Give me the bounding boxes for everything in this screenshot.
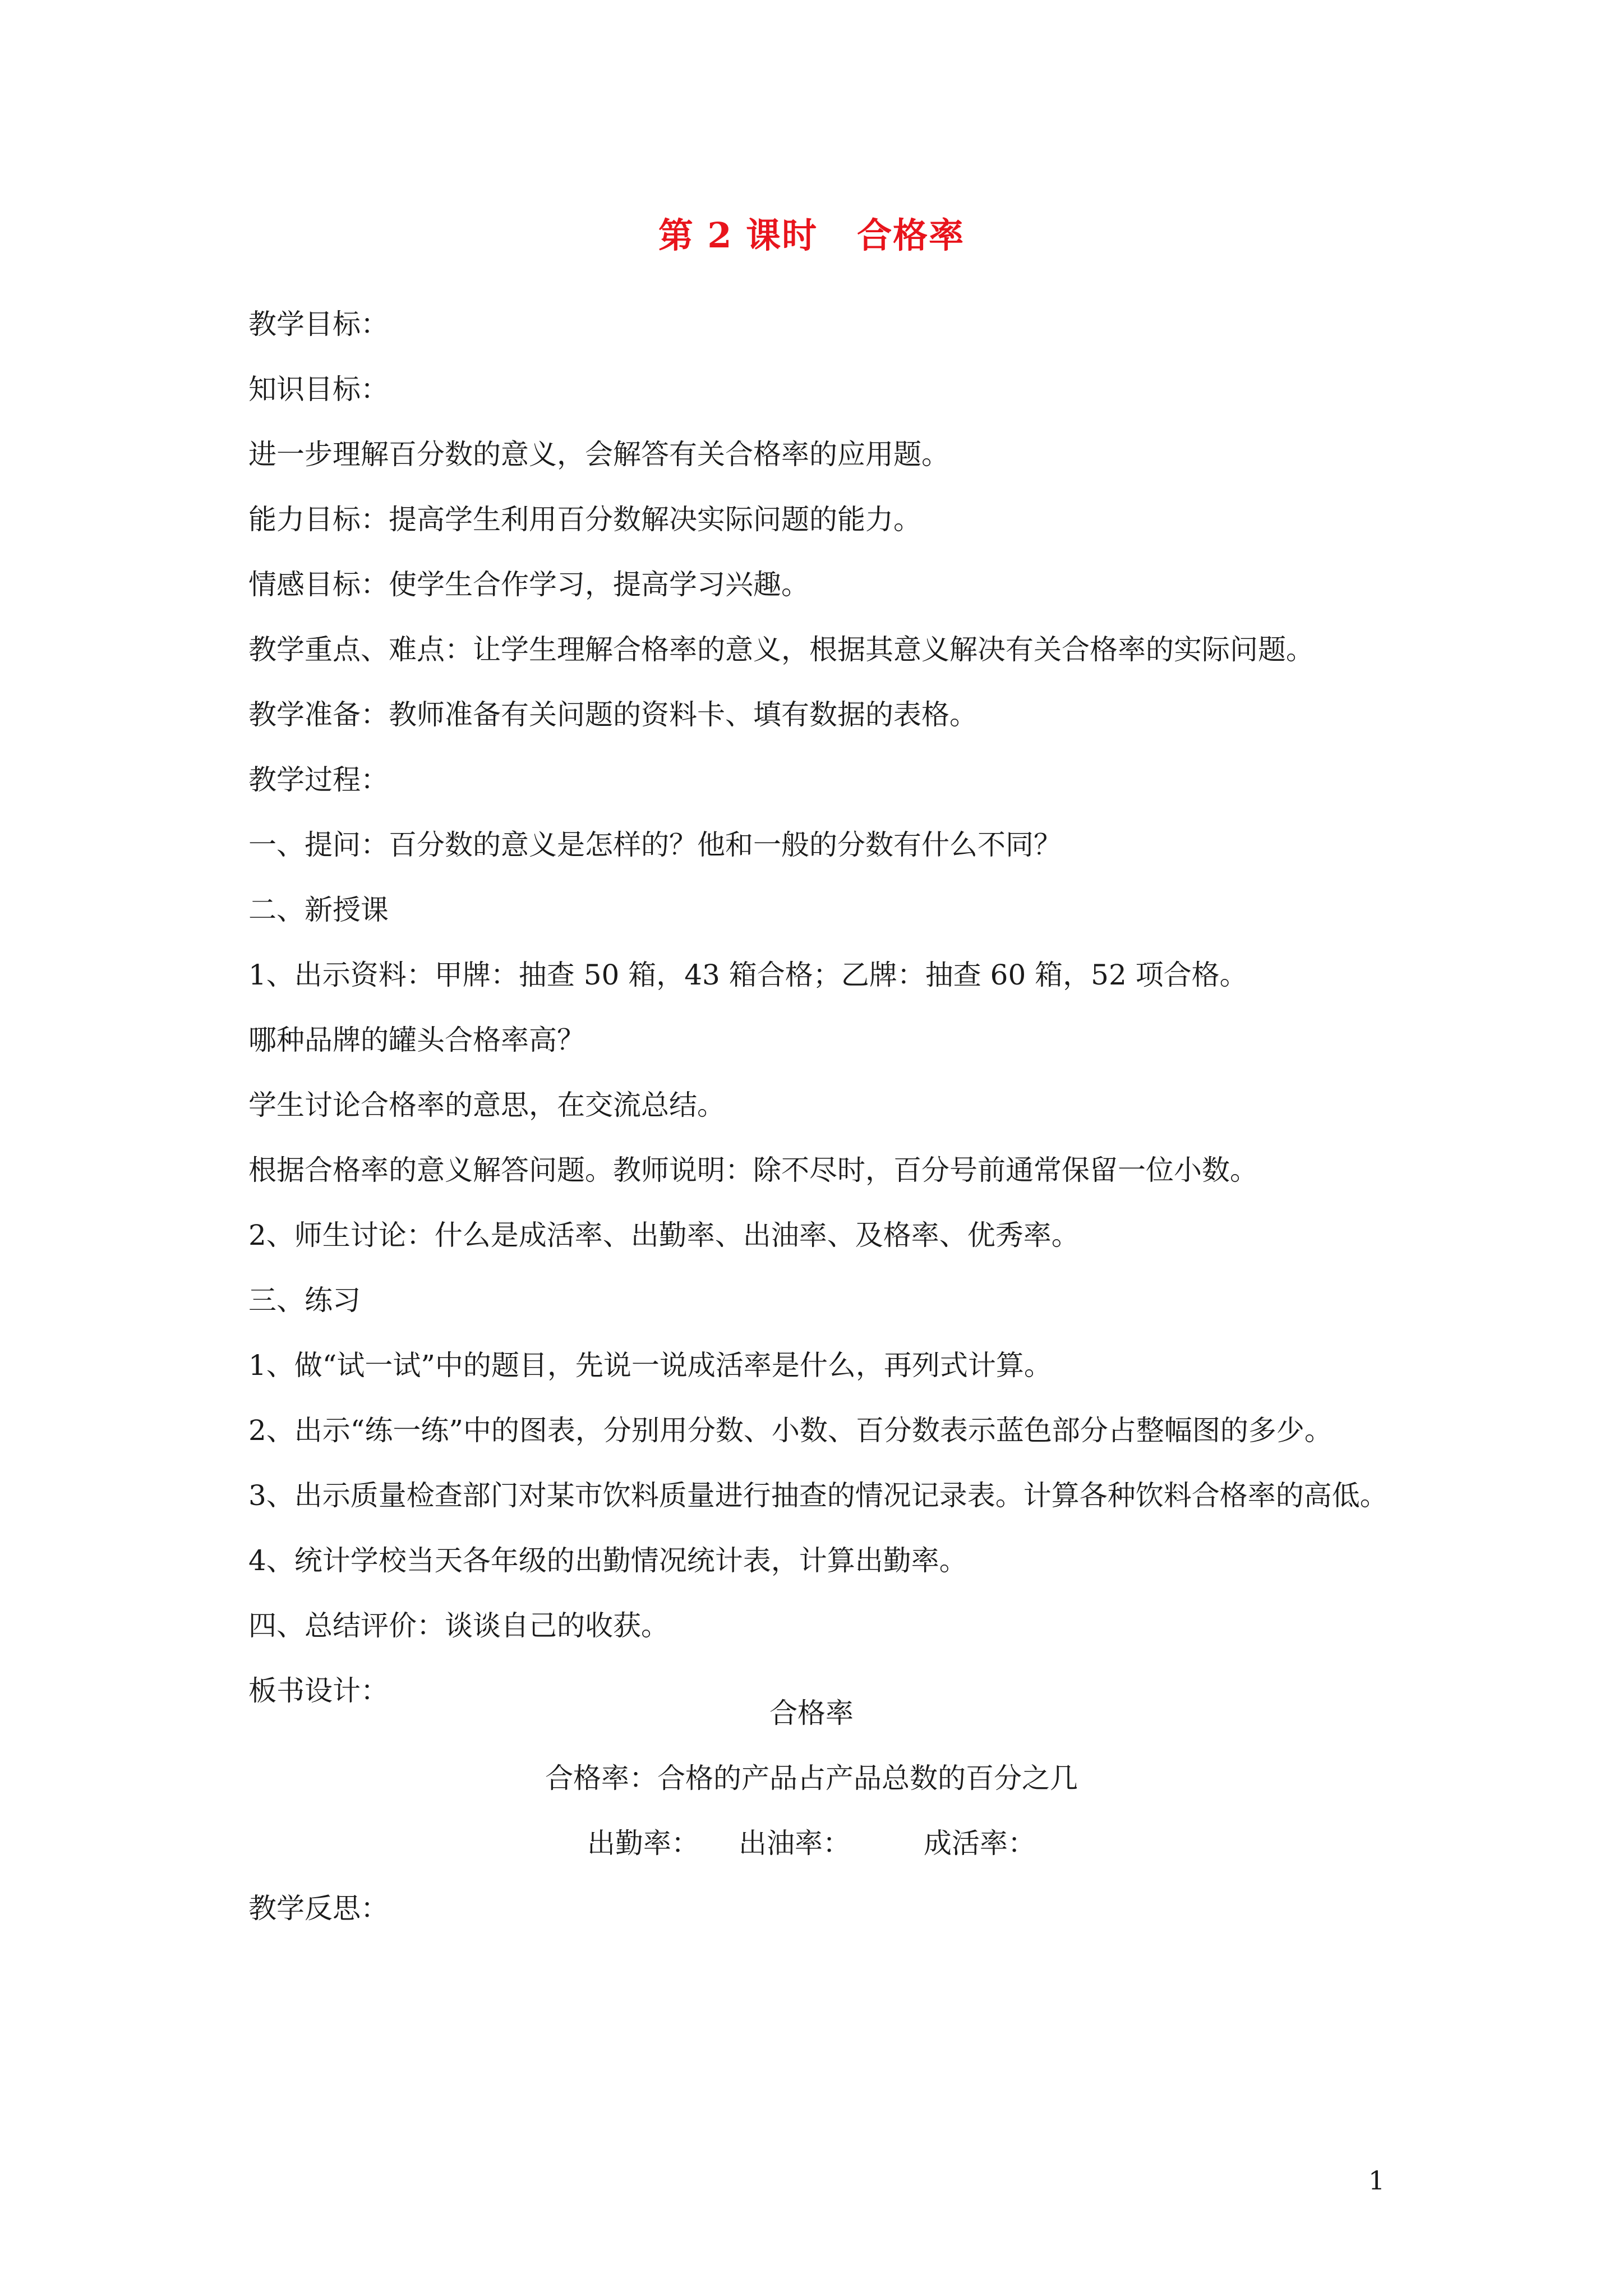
paragraph-practice-1: 1、做“试一试”中的题目，先说一说成活率是什么，再列式计算。: [248, 1349, 1052, 1382]
teaching-reflection: 教学反思：: [248, 1892, 389, 1925]
paragraph-question: 哪种品牌的罐头合格率高？: [248, 1024, 585, 1056]
board-design: [0, 1681, 1623, 1876]
paragraph-emotion-goals: 情感目标：使学生合作学习，提高学习兴趣。: [248, 568, 809, 601]
paragraph-teacher-note: 根据合格率的意义解答问题。教师说明：除不尽时，百分号前通常保留一位小数。: [248, 1154, 1258, 1186]
paragraph-practice: 三、练习: [248, 1284, 361, 1317]
paragraph-summary: 四、总结评价：谈谈自己的收获。: [248, 1609, 669, 1642]
paragraph-knowledge-goals: 知识目标：: [248, 373, 389, 406]
paragraph-knowledge-detail: 进一步理解百分数的意义，会解答有关合格率的应用题。: [248, 438, 949, 471]
paragraph-practice-3: 3、出示质量检查部门对某市饮料质量进行抽查的情况记录表。计算各种饮料合格率的高低。: [248, 1479, 1388, 1512]
paragraph-rates-discussion: 2、师生讨论：什么是成活率、出勤率、出油率、及格率、优秀率。: [248, 1219, 1080, 1251]
paragraph-ability-goals: 能力目标：提高学生利用百分数解决实际问题的能力。: [248, 503, 921, 536]
paragraph-step-two: 二、新授课: [248, 894, 389, 926]
lesson-body: [248, 292, 1426, 1723]
board-rates: [0, 1811, 1623, 1876]
paragraph-process: 教学过程：: [248, 763, 389, 796]
board-heading: 合格率: [769, 1697, 854, 1729]
paragraph-discussion: 学生讨论合格率的意思，在交流总结。: [248, 1089, 725, 1121]
paragraph-preparation: 教学准备：教师准备有关问题的资料卡、填有数据的表格。: [248, 698, 978, 731]
paragraph-board-design: 板书设计：: [248, 1674, 389, 1707]
paragraph-practice-2: 2、出示“练一练”中的图表，分别用分数、小数、百分数表示蓝色部分占整幅图的多少。: [248, 1414, 1332, 1447]
paragraph-practice-4: 4、统计学校当天各年级的出勤情况统计表，计算出勤率。: [248, 1544, 967, 1577]
page-number: 1: [1368, 2165, 1385, 2196]
board-rate-survival: 成活率：: [924, 1827, 1036, 1860]
paragraph-teaching-goals: 教学目标：: [248, 308, 389, 341]
board-rate-oil: 出油率：: [739, 1827, 851, 1860]
paragraph-data-example: 1、出示资料：甲牌：抽查 50 箱，43 箱合格；乙牌：抽查 60 箱，52 项合格。: [248, 959, 1248, 991]
lesson-title-period: 第 2 课时: [658, 215, 818, 256]
lesson-title: [0, 208, 1623, 257]
board-rate-attendance: 出勤率：: [587, 1827, 699, 1860]
paragraph-step-one: 一、提问：百分数的意义是怎样的？他和一般的分数有什么不同？: [248, 829, 1062, 861]
paragraph-key-points: 教学重点、难点：让学生理解合格率的意义，根据其意义解决有关合格率的实际问题。: [248, 633, 1314, 666]
lesson-title-topic: 合格率: [857, 215, 965, 256]
board-definition: 合格率：合格的产品占产品总数的百分之几: [545, 1762, 1078, 1795]
